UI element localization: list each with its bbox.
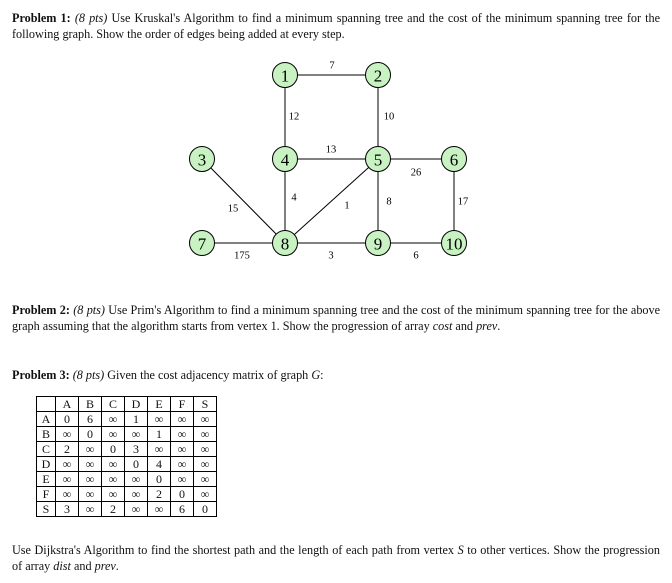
matrix-col-header: A: [56, 397, 79, 412]
matrix-body: [37, 412, 217, 517]
edge-weight-3-8: 15: [227, 203, 239, 215]
problem-1-text: Use Kruskal's Algorithm to find a minimum spanning tree and the cost of the minimum spanning tree for the following graph. Show the order of edges being added at every step.: [12, 11, 661, 41]
matrix-cell: 1: [148, 427, 171, 442]
matrix-cell: ∞: [79, 487, 102, 502]
matrix-cell: ∞: [148, 502, 171, 517]
matrix-row-header: B: [37, 427, 56, 442]
matrix-corner: [37, 397, 56, 412]
matrix-cell: ∞: [148, 442, 171, 457]
matrix-cell: 0: [194, 502, 217, 517]
matrix-cell: 4: [148, 457, 171, 472]
matrix-cell: ∞: [125, 427, 148, 442]
matrix-cell: 0: [56, 412, 79, 427]
matrix-cell: 1: [125, 412, 148, 427]
node-label: 2: [373, 66, 383, 86]
problem-3-colon: :: [320, 368, 324, 382]
node-label: 6: [449, 150, 459, 170]
matrix-col-header: S: [194, 397, 217, 412]
matrix-cell: 2: [148, 487, 171, 502]
edge-weight-5-9: 8: [386, 196, 392, 208]
problem-1-heading: Problem 1:: [12, 11, 71, 25]
problem-3-text: Given the cost adjacency matrix of graph: [107, 368, 312, 382]
matrix-col-header: B: [79, 397, 102, 412]
matrix-row: [37, 487, 217, 502]
matrix-col-header: D: [125, 397, 148, 412]
node-4: [273, 147, 298, 172]
matrix-row: [37, 427, 217, 442]
problem-2-end: .: [497, 319, 501, 333]
source-vertex: S: [457, 543, 464, 557]
matrix-col-header: C: [102, 397, 125, 412]
matrix-cell: ∞: [171, 457, 194, 472]
edge-weight-4-8: 4: [291, 192, 297, 204]
problem-1-points: (8 pts): [74, 11, 108, 25]
matrix-col-header: E: [148, 397, 171, 412]
matrix-cell: 0: [148, 472, 171, 487]
node-label: 8: [280, 234, 290, 254]
matrix-cell: ∞: [194, 472, 217, 487]
matrix-cell: 3: [125, 442, 148, 457]
matrix-cell: ∞: [171, 472, 194, 487]
edge-weight-labels: [228, 61, 469, 262]
matrix-cell: ∞: [79, 472, 102, 487]
matrix-cell: 6: [171, 502, 194, 517]
matrix-cell: ∞: [79, 502, 102, 517]
matrix-cell: ∞: [125, 472, 148, 487]
edge-weight-6-10: 17: [457, 196, 469, 208]
node-1: [273, 63, 298, 88]
matrix-cell: ∞: [194, 412, 217, 427]
matrix-row-header: F: [37, 487, 56, 502]
matrix-cell: ∞: [194, 442, 217, 457]
closing-text: Use Dijkstra's Algorithm to find the shortest path and the length of each path from vertex: [12, 543, 458, 557]
closing-and: and: [70, 559, 95, 573]
matrix-cell: 0: [79, 427, 102, 442]
node-label: 10: [445, 234, 463, 254]
matrix-cell: ∞: [148, 412, 171, 427]
edge-weight-7-8: 175: [234, 250, 250, 262]
matrix-col-header: F: [171, 397, 194, 412]
problem-3: [12, 367, 660, 383]
cost-adjacency-matrix: [36, 396, 217, 517]
matrix-cell: ∞: [102, 412, 125, 427]
edge-weight-1-4: 12: [288, 111, 300, 123]
edge-weight-4-5: 13: [325, 144, 337, 156]
node-9: [366, 231, 391, 256]
node-6: [442, 147, 467, 172]
node-2: [366, 63, 391, 88]
node-label: 7: [197, 234, 207, 254]
matrix-cell: 0: [102, 442, 125, 457]
problem-3-heading: Problem 3:: [12, 368, 70, 382]
edge-5-8: [285, 159, 378, 243]
closing-prev-array-name: prev: [94, 559, 116, 573]
problem-3-points: (8 pts): [72, 368, 105, 382]
matrix-cell: 3: [56, 502, 79, 517]
matrix-cell: ∞: [125, 502, 148, 517]
graph-diagram: [0, 0, 672, 290]
cost-array-name: cost: [432, 319, 453, 333]
node-8: [273, 231, 298, 256]
matrix-cell: ∞: [102, 472, 125, 487]
problem-2-points: (8 pts): [73, 303, 105, 317]
matrix-cell: 2: [56, 442, 79, 457]
edge-3-8: [202, 159, 285, 243]
graph-edges: [202, 75, 454, 243]
node-label: 3: [197, 150, 207, 170]
matrix-cell: ∞: [79, 457, 102, 472]
matrix-cell: ∞: [194, 487, 217, 502]
matrix-row-header: E: [37, 472, 56, 487]
graph-name: G: [311, 368, 321, 382]
edge-weight-9-10: 6: [413, 250, 419, 262]
closing-end: .: [115, 559, 119, 573]
matrix-cell: ∞: [194, 427, 217, 442]
closing-instructions: [12, 542, 660, 574]
node-label: 1: [280, 66, 290, 86]
edge-weight-5-8: 1: [344, 200, 350, 212]
node-7: [190, 231, 215, 256]
matrix-cell: ∞: [79, 442, 102, 457]
matrix-cell: ∞: [56, 472, 79, 487]
node-3: [190, 147, 215, 172]
problem-2-heading: Problem 2:: [12, 303, 70, 317]
matrix-row-header: D: [37, 457, 56, 472]
matrix-row: [37, 412, 217, 427]
problem-2-text: Use Prim's Algorithm to find a minimum spanning tree and the cost of the minimum spanning tree for the above graph assuming that the algorithm starts from vertex 1. Show the progression of array: [12, 303, 661, 333]
node-10: [442, 231, 467, 256]
matrix-cell: ∞: [171, 427, 194, 442]
matrix-cell: ∞: [102, 427, 125, 442]
matrix-cell: ∞: [102, 457, 125, 472]
problem-2: [12, 302, 660, 334]
matrix-cell: ∞: [125, 487, 148, 502]
matrix-row-header: A: [37, 412, 56, 427]
matrix-cell: ∞: [56, 427, 79, 442]
matrix-row-header: C: [37, 442, 56, 457]
matrix-cell: 6: [79, 412, 102, 427]
edge-weight-1-2: 7: [329, 60, 335, 72]
matrix-cell: 0: [125, 457, 148, 472]
node-label: 9: [373, 234, 383, 254]
matrix-row: [37, 502, 217, 517]
prev-array-name: prev: [476, 319, 498, 333]
matrix-cell: ∞: [56, 487, 79, 502]
matrix-cell: 0: [171, 487, 194, 502]
node-label: 4: [280, 150, 290, 170]
closing-text-mid: to other vertices. Show the progression of array: [12, 543, 660, 573]
matrix-cell: ∞: [171, 442, 194, 457]
matrix-cell: ∞: [102, 487, 125, 502]
problem-2-and: and: [452, 319, 477, 333]
edge-weight-5-6: 26: [410, 167, 422, 179]
edge-weight-8-9: 3: [328, 250, 334, 262]
matrix-header-row: [37, 397, 217, 412]
dist-array-name: dist: [53, 559, 71, 573]
matrix-cell: ∞: [171, 412, 194, 427]
matrix-row: [37, 472, 217, 487]
node-label: 5: [373, 150, 383, 170]
edge-weight-2-5: 10: [383, 111, 395, 123]
matrix-cell: 2: [102, 502, 125, 517]
matrix-row: [37, 442, 217, 457]
node-5: [366, 147, 391, 172]
matrix-row: [37, 457, 217, 472]
matrix-row-header: S: [37, 502, 56, 517]
matrix-cell: ∞: [56, 457, 79, 472]
matrix-cell: ∞: [194, 457, 217, 472]
